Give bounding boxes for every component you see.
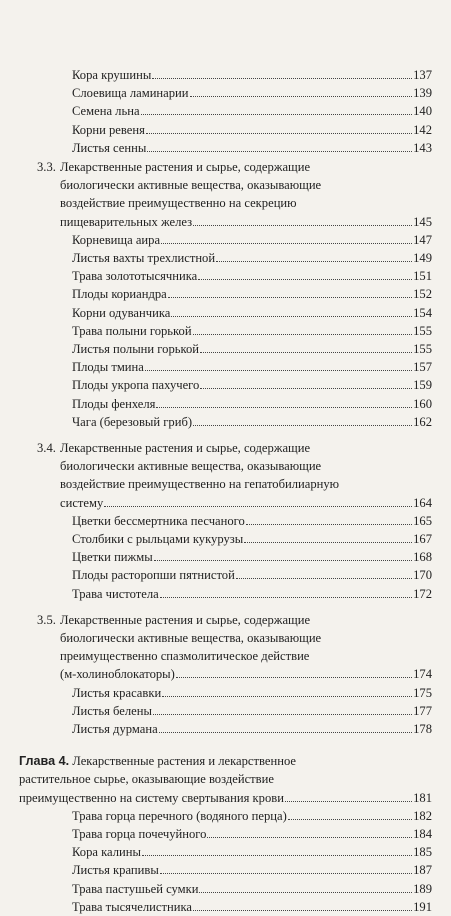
toc-entry: [72, 102, 432, 120]
toc-entry-page: 164: [413, 495, 432, 510]
dot-leader: [168, 297, 412, 298]
toc-entry: [72, 898, 432, 916]
toc-entry: [72, 807, 432, 825]
toc-entry-page: 187: [413, 863, 432, 878]
toc-entry: [19, 789, 432, 807]
toc-entry-page: 145: [413, 214, 432, 229]
toc-entry: [72, 249, 432, 267]
section-heading-line: биологически активные вещества, оказывающие: [60, 459, 322, 474]
toc-entry-title: систему: [60, 495, 104, 510]
toc-entry-page: 142: [413, 122, 432, 137]
dot-leader: [288, 819, 412, 820]
toc-entry-title: Корни одуванчика: [72, 305, 171, 320]
toc-entry-title: Кора крушины: [72, 68, 152, 82]
section-number: 3.4.: [37, 441, 56, 455]
toc-entry: [72, 66, 432, 84]
toc-entry: [60, 665, 432, 683]
dot-leader: [200, 388, 412, 389]
toc-entry-page: 140: [413, 104, 432, 119]
section-number: 3.5.: [37, 612, 56, 627]
dot-leader: [244, 542, 412, 543]
chapter-label: Глава 4.: [19, 754, 70, 769]
toc-entry-page: 151: [413, 269, 432, 284]
toc-entry-title: Плоды укропа пахучего: [72, 378, 200, 393]
toc-entry-title: Трава пастушьей сумки: [72, 881, 199, 896]
chapter-title-line: Лекарственные растения и лекарственное: [72, 754, 297, 769]
section-heading-line: биологически активные вещества, оказывающие: [60, 178, 322, 193]
dot-leader: [145, 370, 412, 371]
toc-entry: [72, 340, 432, 358]
toc-entry-title: Плоды тмина: [72, 360, 144, 375]
toc-entry: [72, 121, 432, 139]
dot-leader: [162, 696, 412, 697]
toc-entry-page: 147: [413, 232, 432, 247]
toc-entry-title: Трава горца почечуйного: [72, 827, 207, 841]
toc-entry: [72, 843, 432, 861]
toc-entry-page: 172: [413, 586, 432, 601]
toc-entry: [72, 139, 432, 157]
toc-entry-page: 155: [413, 342, 432, 356]
section-heading-line: Лекарственные растения и сырье, содержащие: [60, 441, 311, 455]
toc-entry: [72, 548, 432, 566]
dot-leader: [193, 425, 412, 426]
toc-entry-page: 155: [413, 323, 432, 338]
toc-entry: [72, 880, 432, 898]
toc-entry: [60, 494, 432, 512]
section-heading-line: биологически активные вещества, оказывающие: [60, 631, 322, 645]
toc-entry-page: 149: [413, 251, 432, 265]
toc-entry-title: пищеварительных желез: [60, 214, 193, 229]
section-heading-line: воздействие преимущественно на секрецию: [60, 196, 297, 211]
toc-entry-title: Трава тысячелистника: [72, 899, 193, 914]
toc-entry: [72, 825, 432, 843]
toc-entry: [72, 684, 432, 702]
dot-leader: [160, 873, 412, 874]
toc-entry-page: 167: [413, 532, 432, 546]
toc-entry: [72, 702, 432, 720]
toc-entry-page: 137: [413, 68, 432, 82]
toc-entry-page: 159: [413, 378, 432, 393]
bleed-through-text: [415, 62, 418, 80]
dot-leader: [104, 506, 412, 507]
toc-entry-title: Трава полыни горькой: [72, 323, 192, 338]
toc-entry-page: 139: [413, 86, 432, 101]
toc-entry-title: Трава золототысячника: [72, 269, 198, 284]
section-heading-line: Лекарственные растения и сырье, содержащие: [60, 612, 311, 627]
toc-entry-page: 182: [413, 808, 432, 823]
toc-entry-title: Листья красавки: [72, 685, 162, 700]
toc-entry: [72, 530, 432, 548]
section-number: 3.3.: [37, 160, 56, 174]
dot-leader: [159, 732, 412, 733]
toc-entry-title: Плоды фенхеля: [72, 396, 156, 411]
dot-leader: [141, 114, 413, 115]
toc-entry: [72, 395, 432, 413]
toc-entry-page: 160: [413, 396, 432, 411]
toc-entry-page: 191: [413, 899, 432, 914]
toc-entry-title: Цветки бессмертника песчаного: [72, 513, 245, 528]
toc-entry-page: 178: [413, 722, 432, 736]
toc-entry-page: 154: [413, 305, 432, 320]
dot-leader: [207, 837, 412, 838]
toc-entry-page: 181: [413, 790, 432, 805]
toc-entry-page: 184: [413, 827, 432, 841]
toc-entry: [72, 585, 432, 603]
toc-entry-title: преимущественно на систему свертывания крови: [19, 790, 284, 805]
toc-entry-title: Трава горца перечного (водяного перца): [72, 808, 287, 823]
toc-entry-page: 152: [413, 287, 432, 302]
toc-entry-title: Трава чистотела: [72, 586, 159, 601]
dot-leader: [154, 560, 412, 561]
toc-entry-title: Чага (березовый гриб): [72, 414, 193, 429]
toc-entry: [72, 413, 432, 431]
section-heading-line: Лекарственные растения и сырье, содержащие: [60, 160, 311, 174]
dot-leader: [147, 151, 412, 152]
toc-entry-title: Корневища аира: [72, 232, 161, 247]
dot-leader: [193, 910, 412, 911]
toc-entry-title: (м-холиноблокаторы): [60, 667, 175, 682]
toc-entry-title: Плоды расторопши пятнистой: [72, 568, 235, 583]
toc-entry-page: 170: [413, 568, 432, 583]
toc-entry-title: Кора калины: [72, 845, 141, 860]
toc-entry: [72, 566, 432, 584]
dot-leader: [152, 78, 412, 79]
dot-leader: [161, 243, 412, 244]
dot-leader: [142, 855, 412, 856]
dot-leader: [176, 677, 412, 678]
toc-entry-page: 174: [413, 667, 432, 682]
dot-leader: [156, 407, 412, 408]
toc-entry-title: Листья сенны: [72, 140, 147, 155]
toc-entry: [72, 84, 432, 102]
toc-entry-title: Семена льна: [72, 104, 140, 119]
dot-leader: [246, 524, 412, 525]
toc-entry-title: Цветки пижмы: [72, 550, 153, 565]
toc-entry-page: 162: [413, 414, 432, 429]
toc-entry: [72, 285, 432, 303]
toc-entry-title: Слоевища ламинарии: [72, 86, 189, 101]
toc-entry-page: 165: [413, 513, 432, 528]
dot-leader: [236, 578, 412, 579]
toc-entry-title: Листья дурмана: [72, 722, 158, 736]
toc-entry-page: 168: [413, 550, 432, 565]
dot-leader: [193, 225, 412, 226]
toc-entry: [72, 267, 432, 285]
section-heading-line: преимущественно спазмолитическое действие: [60, 649, 310, 664]
dot-leader: [153, 714, 412, 715]
toc-entry-page: 175: [413, 685, 432, 700]
toc-entry-page: 157: [413, 360, 432, 375]
toc-entry: [60, 213, 432, 231]
toc-entry-title: Корни ревеня: [72, 122, 145, 137]
dot-leader: [198, 279, 412, 280]
toc-entry-title: Листья полыни горькой: [72, 342, 200, 356]
toc-entry: [72, 512, 432, 530]
dot-leader: [285, 801, 412, 802]
dot-leader: [216, 261, 412, 262]
toc-entry-page: 143: [413, 140, 432, 155]
toc-entry: [72, 358, 432, 376]
toc-entry: [72, 376, 432, 394]
dot-leader: [160, 597, 412, 598]
toc-entry: [72, 231, 432, 249]
dot-leader: [199, 892, 412, 893]
dot-leader: [146, 133, 412, 134]
toc-entry: [72, 322, 432, 340]
toc-entry-page: 177: [413, 703, 432, 718]
toc-entry-title: Листья крапивы: [72, 863, 159, 878]
dot-leader: [190, 96, 413, 97]
dot-leader: [171, 316, 412, 317]
toc-entry-title: Столбики с рыльцами кукурузы: [72, 532, 244, 546]
toc-entry-title: Листья белены: [72, 703, 152, 718]
toc-entry-page: 185: [413, 845, 432, 860]
toc-entry-title: Листья вахты трехлистной: [72, 251, 216, 265]
toc-entry-page: 189: [413, 881, 432, 896]
toc-entry: [72, 304, 432, 322]
toc-entry-title: Плоды кориандра: [72, 287, 167, 302]
chapter-heading: [19, 752, 296, 770]
toc-entry: [72, 861, 432, 879]
dot-leader: [193, 334, 413, 335]
section-heading-line: воздействие преимущественно на гепатобилиарную: [60, 477, 340, 492]
chapter-title-line: растительное сырье, оказывающие воздействие: [19, 772, 274, 787]
toc-entry: [72, 720, 432, 738]
dot-leader: [200, 352, 412, 353]
